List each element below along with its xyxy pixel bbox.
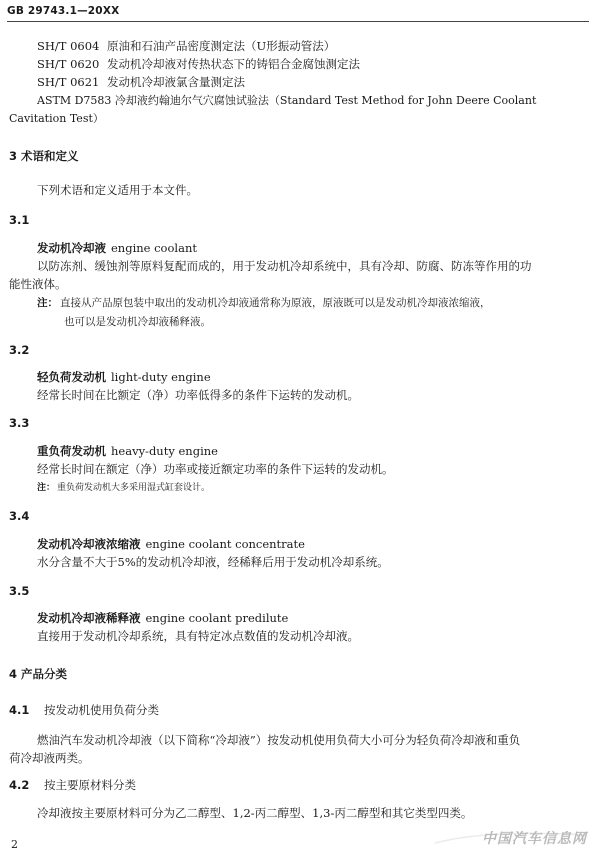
subsection-text: 荷冷却液两类。 — [9, 751, 90, 765]
section-heading: 4 产品分类 — [9, 667, 68, 681]
term-chinese: 重负荷发动机 — [37, 444, 106, 458]
reference-code: SH/T 0621 — [37, 75, 100, 89]
term-definition: 水分含量不大于5%的发动机冷却液，经稀释后用于发动机冷却系统。 — [37, 555, 389, 569]
term-english: light-duty engine — [111, 370, 211, 384]
term-number: 3.1 — [9, 213, 30, 227]
term-english: engine coolant predilute — [145, 611, 289, 625]
term-note — [37, 296, 491, 310]
term-heading — [37, 370, 211, 385]
term-chinese: 发动机冷却液稀释液 — [37, 611, 141, 625]
term-heading — [37, 241, 197, 256]
term-chinese: 发动机冷却液 — [37, 241, 106, 255]
note-text: 直接从产品原包装中取出的发动机冷却液通常称为原液，原液既可以是发动机冷却液浓缩液， — [60, 297, 491, 309]
reference-code: SH/T 0620 — [37, 57, 100, 71]
reference-title: 发动机冷却液对传热状态下的铸铝合金腐蚀测定法 — [107, 57, 360, 71]
header-rule — [7, 21, 589, 22]
term-chinese: 发动机冷却液浓缩液 — [37, 537, 141, 551]
reference-astm-line1: ASTM D7583 冷却液约翰迪尔气穴腐蚀试验法（Standard Test Method for John Deere Coolant — [37, 94, 537, 107]
reference-astm-line2: Cavitation Test） — [9, 112, 104, 125]
subsection-title: 按主要原材料分类 — [44, 778, 136, 792]
page-number: 2 — [11, 838, 18, 851]
subsection-number: 4.2 — [9, 778, 30, 792]
standard-code-header: GB 29743.1—20XX — [7, 5, 120, 17]
term-definition: 以防冻剂、缓蚀剂等原料复配而成的，用于发动机冷却系统中，具有冷却、防腐、防冻等作用的功 — [37, 259, 532, 273]
term-number: 3.3 — [9, 416, 30, 430]
watermark-text: 中国汽车信息网 — [482, 831, 587, 847]
section-intro: 下列术语和定义适用于本文件。 — [37, 183, 198, 197]
section-heading: 3 术语和定义 — [9, 149, 79, 163]
note-label: 注： — [37, 483, 56, 493]
subsection-number: 4.1 — [9, 703, 30, 717]
term-heading — [37, 537, 305, 552]
note-text: 重负荷发动机大多采用湿式缸套设计。 — [57, 483, 211, 493]
subsection-title: 按发动机使用负荷分类 — [44, 703, 159, 717]
term-number: 3.4 — [9, 509, 30, 523]
reference-code: SH/T 0604 — [37, 39, 100, 53]
term-heading — [37, 444, 218, 459]
note-label: 注： — [37, 297, 58, 309]
reference-title: 原油和石油产品密度测定法（U形振动管法） — [107, 39, 336, 53]
term-heading — [37, 611, 288, 626]
term-english: engine coolant concentrate — [145, 537, 305, 551]
term-definition: 能性液体。 — [9, 277, 67, 291]
reference-title: 发动机冷却液氯含量测定法 — [107, 75, 245, 89]
term-definition: 经常长时间在额定（净）功率或接近额定功率的条件下运转的发动机。 — [37, 462, 394, 476]
term-number: 3.2 — [9, 343, 30, 357]
subsection-text: 燃油汽车发动机冷却液（以下简称“冷却液”）按发动机使用负荷大小可分为轻负荷冷却液和重负 — [37, 733, 521, 747]
note-text: 也可以是发动机冷却液稀释液。 — [64, 316, 211, 328]
term-chinese: 轻负荷发动机 — [37, 370, 106, 384]
term-definition: 经常长时间在比额定（净）功率低得多的条件下运转的发动机。 — [37, 388, 359, 402]
term-english: engine coolant — [111, 241, 197, 255]
term-definition: 直接用于发动机冷却系统，具有特定冰点数值的发动机冷却液。 — [37, 629, 359, 643]
term-english: heavy-duty engine — [111, 444, 218, 458]
term-note — [37, 482, 210, 494]
subsection-text: 冷却液按主要原材料可分为乙二醇型、1,2-丙二醇型、1,3-丙二醇型和其它类型四类。 — [37, 806, 473, 820]
term-number: 3.5 — [9, 584, 30, 598]
